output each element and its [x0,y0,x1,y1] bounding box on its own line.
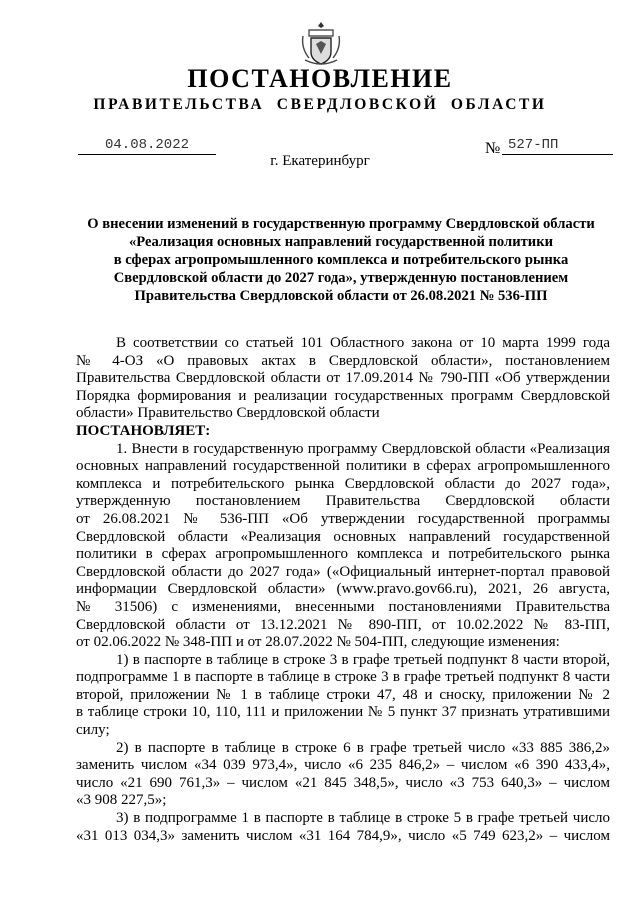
heading-line: Правительства Свердловской области от 26.08.2021 № 536-ПП [134,288,548,304]
body-line: от 02.06.2022 № 348-ПП и от 28.07.2022 № 504-ПП, следующие изменения: [76,634,560,651]
authority-title: ПРАВИТЕЛЬСТВА СВЕРДЛОВСКОЙ ОБЛАСТИ [93,96,547,113]
date-field: 04.08.2022 [78,137,216,155]
number-field: 527-ПП [502,137,613,155]
body-line: Порядка формирования и реализации государственных программ Свердловской [76,387,610,404]
body-line: основных направлений государственной политики в сферах агропромышленного [76,458,610,475]
body-line: подпрограмме 1 в паспорте в таблице в строке 3 в графе третьей подпункт 8 части [76,669,610,686]
body-line: В соответствии со статьей 101 Областного закона от 10 марта 1999 года [116,335,610,351]
body-line: Свердловской области «Реализация основных направлений государственной [76,528,610,545]
resolution-word: ПОСТАНОВЛЯЕТ: [76,422,211,439]
number-sign: № [485,140,501,157]
body-line: Свердловской области от 13.12.2021 № 890-ПП, от 10.02.2022 № 83-ПП, [76,616,610,633]
body-line: утвержденную постановлением Правительства Свердловской области [76,493,610,510]
coat-of-arms-icon [300,20,342,68]
body-line: области» Правительство Свердловской области [76,405,380,422]
body-line: информации Свердловской области» (www.pravo.gov66.ru), 2021, 26 августа, [76,581,610,598]
body-line: «31 013 034,3» заменить числом «31 164 784,9», число «5 749 623,2» – числом [76,827,610,844]
body-line: 3) в подпрограмме 1 в паспорте в таблице в строке 5 в графе третьей число [116,810,610,827]
heading-line: О внесении изменений в государственную программу Свердловской области [87,216,595,232]
body-line: политики в сферах агропромышленного комплекса и потребительского рынка [76,546,610,563]
heading-line: Свердловской области до 2027 года», утвержденную постановлением [113,270,569,286]
body-line: в таблице строки 10, 110, 111 и приложении № 5 пункт 37 признать утратившими [76,704,610,721]
body-line: 1. Внести в государственную программу Свердловской области «Реализация [116,440,610,457]
body-line: 1) в паспорте в таблице в строке 3 в графе третьей подпункт 8 части второй, [116,651,610,668]
body-line: число «21 690 761,3» – числом «21 845 348,5», число «3 753 640,3» – числом [76,774,610,791]
heading-line: в сферах агропромышленного комплекса и потребительского рынка [113,252,569,268]
body-line: 2) в паспорте в таблице в строке 6 в графе третьей число «33 885 386,2» [116,739,610,756]
city: г. Екатеринбург [270,153,370,169]
body-line: второй, приложении № 1 в таблице строки 47, 48 и сноску, приложении № 2 [76,686,610,703]
document-body [76,335,610,845]
body-line: Правительства Свердловской области от 17.09.2014 № 790-ПП «Об утверждении [76,370,610,387]
body-line: № 31506) с изменениями, внесенными постановлениями Правительства [76,598,610,615]
body-line: «3 908 227,5»; [76,792,167,809]
body-line: № 4-ОЗ «О правовых актах в Свердловской области», постановлением [76,352,610,369]
body-line: Свердловской области до 2027 года» («Официальный интернет-портал правовой [76,563,610,580]
doc-type-title: ПОСТАНОВЛЕНИЕ [187,64,453,93]
heading-line: «Реализация основных направлений государственной политики [128,234,554,250]
body-line: силу; [76,722,110,739]
body-line: комплекса и потребительского рынка Свердловской области до 2027 года», [76,475,610,492]
body-line: заменить числом «34 039 973,4», число «6 235 846,2» – числом «6 390 433,4», [76,757,610,774]
body-line: от 26.08.2021 № 536-ПП «Об утверждении государственной программы [76,510,610,527]
document-heading [76,215,606,305]
